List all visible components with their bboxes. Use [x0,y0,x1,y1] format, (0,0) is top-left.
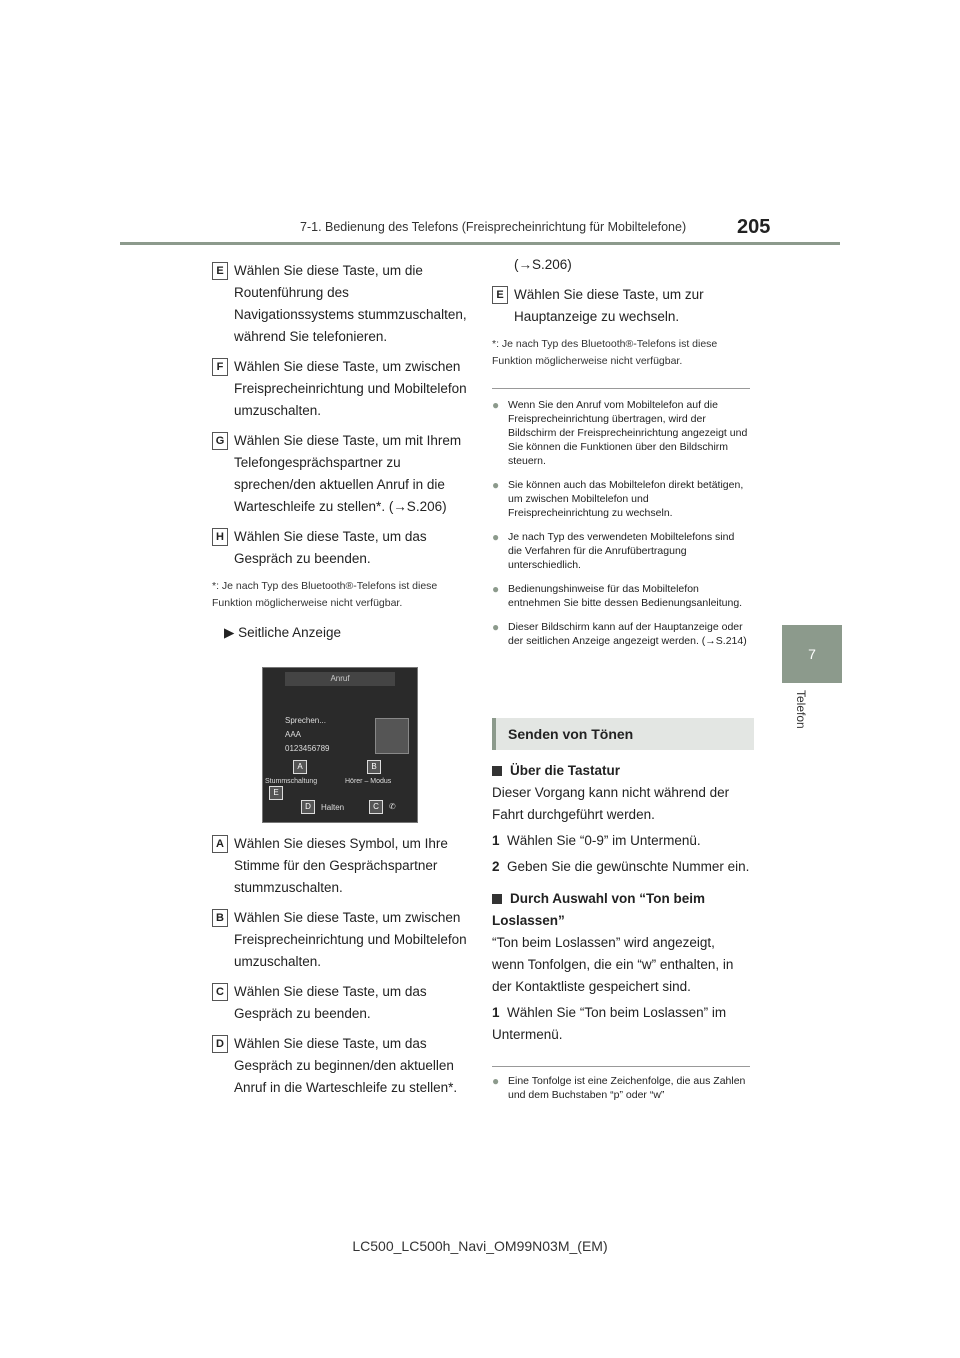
left-column-2 [212,833,467,1107]
divider [492,388,750,389]
step [492,856,750,878]
badge: A [212,835,228,853]
bullet-item [492,478,750,520]
bullet-item [492,398,750,468]
item-text: Wählen Sie diese Taste, um zwischen Freisprecheinrichtung und Mobiltelefon umzuschalten. [234,359,467,418]
divider [492,1066,750,1067]
subsection-heading [492,888,750,932]
step-text: Geben Sie die gewünschte Nummer ein. [507,859,750,874]
step [492,830,750,852]
bullet-item [492,620,750,648]
bullet-item [492,530,750,572]
tones-section [492,760,750,1046]
item-e-right [492,284,750,328]
item-b [212,907,467,973]
header-rule [120,242,840,245]
end-call-icon[interactable]: ✆ [389,802,396,811]
label-e: E [269,786,283,800]
footer: LC500_LC500h_Navi_OM99N03M_(EM) [352,1238,608,1254]
label-c: C [369,800,383,814]
step-number: 2 [492,859,500,874]
badge: H [212,528,228,546]
step-text: Wählen Sie “0-9” im Untermenü. [507,833,701,848]
step [492,1002,750,1046]
left-column [212,260,467,644]
bullet-text: Bedienungshinweise für das Mobiltelefon entnehmen Sie bitte dessen Bedienungsanleitung. [508,583,743,609]
bullet-icon: ● [492,398,500,412]
continued-ref: (→S.206) [514,257,572,272]
subsection-title: Durch Auswahl von “Ton beim Loslassen” [492,891,706,928]
chapter-label: Telefon [794,690,808,729]
item-text: Wählen Sie diese Taste, um zwischen Freisprecheinrichtung und Mobiltelefon umzuschalten. [234,910,467,969]
badge: G [212,432,228,450]
bullet-text: Wenn Sie den Anruf vom Mobiltelefon auf die Freisprecheinrichtung übertragen, wird der Bildschirm der Freisprecheinrichtung angezeigt und Sie können die Funktionen über den Bildschirm steuern. [508,399,748,467]
page-number: 205 [737,216,771,238]
hold-button[interactable]: Halten [321,803,345,812]
badge: D [212,1035,228,1053]
bullet-icon: ● [492,530,500,544]
item-e [212,260,467,348]
side-display-screenshot [262,667,418,823]
item-text: Wählen Sie dieses Symbol, um Ihre Stimme für den Gesprächspartner stummzuschalten. [234,836,448,895]
paragraph: Dieser Vorgang kann nicht während der Fahrt durchgeführt werden. [492,785,730,822]
item-d [212,1033,467,1099]
square-icon [492,766,502,776]
bullet-icon: ● [492,582,500,596]
screen-status: Sprechen... [285,716,326,725]
bullet-icon: ● [492,478,500,492]
item-text: Wählen Sie diese Taste, um das Gespräch zu beginnen/den aktuellen Anruf in die Warteschleife zu stellen*. [234,1036,458,1095]
subheading-text: Seitliche Anzeige [238,625,341,640]
item-text: Wählen Sie diese Taste, um das Gespräch zu beenden. [234,529,427,566]
badge: E [492,286,508,304]
step-text: Wählen Sie “Ton beim Loslassen” im Untermenü. [492,1005,727,1042]
header-title: 7-1. Bedienung des Telefons (Freisprecheinrichtung für Mobiltelefone) [300,220,687,234]
square-icon [492,894,502,904]
bullet-text: Dieser Bildschirm kann auf der Hauptanzeige oder der seitlichen Anzeige angezeigt werden. (→S.214) [508,621,747,647]
bullet-item [492,582,750,610]
mute-button[interactable]: Stummschaltung [265,778,318,785]
item-text: Wählen Sie diese Taste, um die Routenführung des Navigationssystems stummzuschalten, während Sie telefonieren. [234,263,467,344]
footnote: *: Je nach Typ des Bluetooth®-Telefons ist diese Funktion möglicherweise nicht verfügbar. [212,580,438,609]
item-f [212,356,467,422]
item-g [212,430,467,518]
footnote: *: Je nach Typ des Bluetooth®-Telefons ist diese Funktion möglicherweise nicht verfügbar. [492,338,718,367]
handset-mode-button[interactable]: Hörer – Modus [345,778,392,785]
item-text: Wählen Sie diese Taste, um zur Hauptanzeige zu wechseln. [514,287,704,324]
badge: F [212,358,228,376]
screen-name: AAA [285,730,302,739]
item-text: Wählen Sie diese Taste, um das Gespräch zu beenden. [234,984,427,1021]
badge: E [212,262,228,280]
step-number: 1 [492,833,500,848]
item-a [212,833,467,899]
label-d: D [301,800,315,814]
badge: B [212,909,228,927]
badge: C [212,983,228,1001]
bullet-icon: ● [492,1074,500,1088]
bullet-icon: ● [492,620,500,634]
bullet-item [492,1074,750,1102]
subsection-title: Über die Tastatur [510,763,621,778]
bottom-note [492,1074,750,1112]
paragraph: “Ton beim Loslassen” wird angezeigt, wenn Tonfolgen, die ein “w” enthalten, in der Kontaktliste gespeichert sind. [492,935,734,994]
screen-title: Anruf [285,672,395,686]
subsection-heading [492,760,750,782]
bullet-text: Je nach Typ des verwendeten Mobiltelefons sind die Verfahren für die Anrufübertragung unterschiedlich. [508,531,735,571]
chapter-tab: 7 [782,625,842,683]
bullet-text: Eine Tonfolge ist eine Zeichenfolge, die aus Zahlen und dem Buchstaben “p” oder “w” [508,1075,746,1101]
item-text: Wählen Sie diese Taste, um mit Ihrem Telefongesprächspartner zu sprechen/den aktuellen Anruf in die Warteschleife zu stellen*. (→S.206) [234,433,462,514]
screen-number: 0123456789 [285,744,330,753]
subheading: ▶ Seitliche Anzeige [224,625,341,640]
label-b: B [367,760,381,774]
item-c [212,981,467,1025]
label-a: A [293,760,307,774]
section-heading: Senden von Tönen [492,718,754,750]
step-number: 1 [492,1005,500,1020]
bullet-list [492,398,750,658]
bullet-text: Sie können auch das Mobiltelefon direkt betätigen, um zwischen Mobiltelefon und Freisprecheinrichtung zu wechseln. [508,479,744,519]
item-h [212,526,467,570]
right-column [492,254,750,370]
avatar [375,718,409,754]
